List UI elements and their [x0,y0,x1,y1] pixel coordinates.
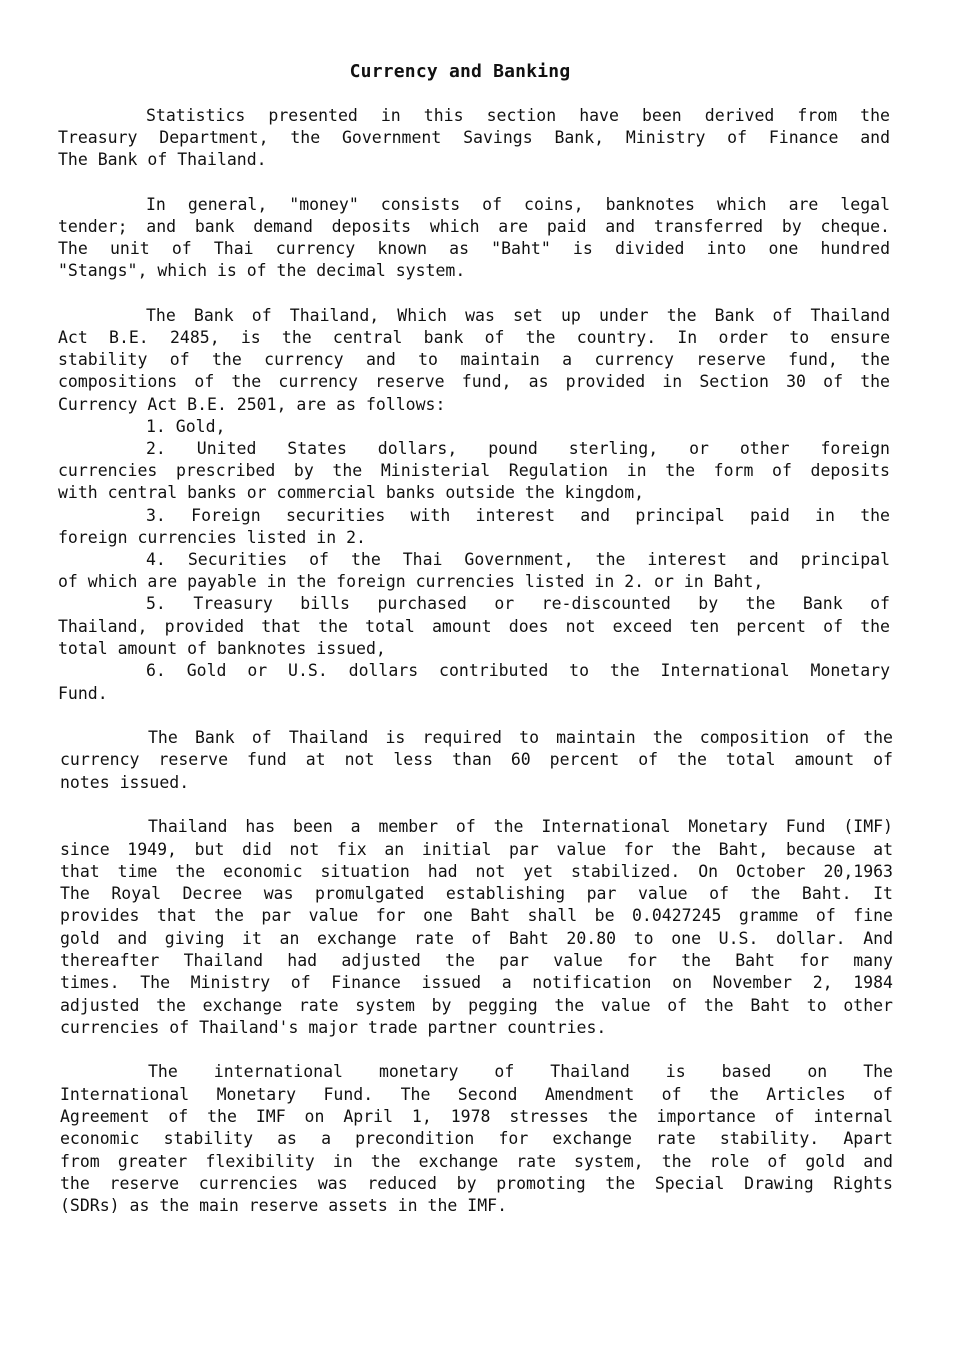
paragraph-line: Act B.E. 2485, is the central bank of the country. In order to ensure [58,328,890,347]
paragraph-line: economic stability as a precondition for exchange rate stability. Apart [60,1129,893,1148]
paragraph-line: stability of the currency and to maintain a currency reserve fund, the [58,350,890,369]
paragraph-line: adjusted the exchange rate system by pegging the value of the Baht to other [60,996,893,1015]
paragraph-line: that time the economic situation had not yet stabilized. On October 20,1963 [60,862,893,881]
paragraph-line: Treasury Department, the Government Savings Bank, Ministry of Finance and [58,128,890,147]
paragraph-line: Statistics presented in this section have been derived from the [146,106,890,125]
paragraph-line: currencies prescribed by the Ministerial Regulation in the form of deposits [58,461,890,480]
paragraph-line: In general, "money" consists of coins, banknotes which are legal [146,195,890,214]
paragraph-line: times. The Ministry of Finance issued a notification on November 2, 1984 [60,973,893,992]
paragraph-line: The international monetary of Thailand is based on The [148,1062,893,1081]
paragraph-line: provides that the par value for one Baht shall be 0.0427245 gramme of fine [60,906,893,925]
paragraph-line: The Bank of Thailand is required to maintain the composition of the [148,728,893,747]
paragraph-line: notes issued. [60,773,190,792]
paragraph-line: currencies of Thailand's major trade partner countries. [60,1018,607,1037]
paragraph-line: Thailand has been a member of the International Monetary Fund (IMF) [148,817,893,836]
list-item: 1. Gold, [146,417,226,436]
paragraph-line: The Bank of Thailand. [58,150,267,169]
paragraph-line: compositions of the currency reserve fund, as provided in Section 30 of the [58,372,890,391]
paragraph-line: Currency Act B.E. 2501, are as follows: [58,395,446,414]
paragraph-line: of which are payable in the foreign currencies listed in 2. or in Baht, [58,572,764,591]
page-title: Currency and Banking [349,61,571,82]
list-item: 3. Foreign securities with interest and principal paid in the [146,506,890,525]
paragraph-line: The Bank of Thailand, Which was set up under the Bank of Thailand [146,306,890,325]
list-item: 6. Gold or U.S. dollars contributed to the International Monetary [146,661,890,680]
paragraph-line: total amount of banknotes issued, [58,639,386,658]
paragraph-line: International Monetary Fund. The Second Amendment of the Articles of [60,1085,893,1104]
paragraph-line: "Stangs", which is of the decimal system. [58,261,466,280]
paragraph-line: (SDRs) as the main reserve assets in the IMF. [60,1196,508,1215]
list-item: 4. Securities of the Thai Government, the interest and principal [146,550,890,569]
paragraph-line: foreign currencies listed in 2. [58,528,366,547]
list-item: 2. United States dollars, pound sterling, or other foreign [146,439,890,458]
paragraph-line: The Royal Decree was promulgated establishing par value of the Baht. It [60,884,893,903]
list-item: 5. Treasury bills purchased or re-discounted by the Bank of [146,594,890,613]
paragraph-line: tender; and bank demand deposits which are paid and transferred by cheque. [58,217,890,236]
paragraph-line: gold and giving it an exchange rate of Baht 20.80 to one U.S. dollar. And [60,929,893,948]
paragraph-line: from greater flexibility in the exchange rate system, the role of gold and [60,1152,893,1171]
paragraph-line: since 1949, but did not fix an initial par value for the Baht, because at [60,840,893,859]
paragraph-line: Fund. [58,684,108,703]
paragraph-line: Agreement of the IMF on April 1, 1978 stresses the importance of internal [60,1107,893,1126]
paragraph-line: Thailand, provided that the total amount does not exceed ten percent of the [58,617,890,636]
paragraph-line: thereafter Thailand had adjusted the par value for the Baht for many [60,951,893,970]
paragraph-line: The unit of Thai currency known as "Baht" is divided into one hundred [58,239,890,258]
paragraph-line: currency reserve fund at not less than 60 percent of the total amount of [60,750,893,769]
paragraph-line: the reserve currencies was reduced by promoting the Special Drawing Rights [60,1174,893,1193]
paragraph-line: with central banks or commercial banks outside the kingdom, [58,483,645,502]
